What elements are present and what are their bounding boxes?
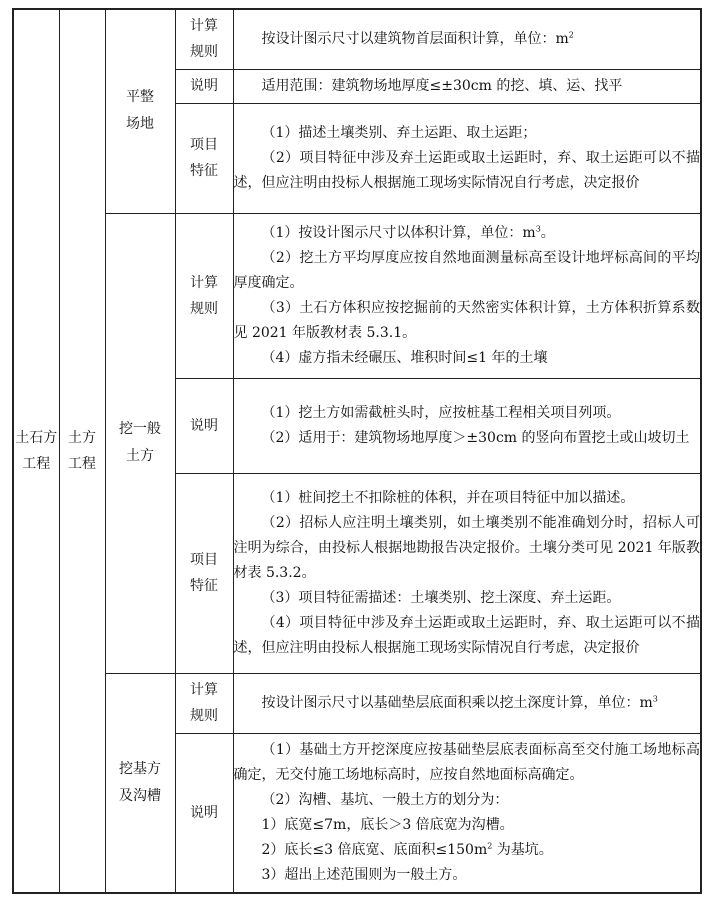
row-label-cell [175, 9, 233, 69]
content-paragraph: （3）土石方体积应按挖掘前的天然密实体积计算，土方体积折算系数见 2021 年版教材表 5.3.1。 [233, 299, 700, 341]
subcategory-line-1: 土方 [68, 430, 96, 446]
row-label-cell [175, 473, 233, 673]
subcategory-line-2: 工程 [68, 456, 96, 472]
row-label-line-2: 特征 [190, 578, 218, 594]
content-paragraph: （1）描述土壤类别、弃土运距、取土运距； [261, 124, 537, 141]
row-label-line-1: 项目 [190, 137, 218, 153]
item-name-line-2: 及沟槽 [119, 787, 161, 804]
subcategory-cell [59, 9, 105, 893]
item-name-cell [105, 213, 175, 673]
row-label-line-1: 说明 [190, 78, 218, 94]
content-paragraph: （2）沟槽、基坑、一般土方的划分为： [261, 791, 509, 808]
item-name-line-2: 土方 [126, 448, 154, 464]
content-paragraph: 2）底长≤3 倍底宽、底面积$\le 150m^2$ 为基坑。 [261, 841, 553, 858]
row-label-line-2: 规则 [190, 708, 218, 724]
content-paragraph: （1）桩间挖土不扣除桩的体积，并在项目特征中加以描述。 [261, 489, 635, 506]
row-label-line-2: 特征 [190, 163, 218, 179]
content-paragraph: 适用范围：建筑物场地厚度≤±30cm 的挖、填、运、找平 [261, 77, 623, 94]
row-content-cell [233, 378, 701, 473]
row-label-line-1: 计算 [190, 274, 218, 291]
row-label-line-1: 项目 [190, 552, 218, 568]
unit-superscript: 3 [652, 693, 658, 703]
row-label-cell [175, 69, 233, 103]
table-row [13, 673, 701, 733]
content-paragraph: （4）虚方指未经碾压、堆积时间≤1 年的土壤 [261, 349, 548, 366]
row-label-line-2: 规则 [190, 300, 218, 317]
content-paragraph: （2）招标人应注明土壤类别，如土壤类别不能准确划分时，招标人可注明为综合，由投标人根据地勘报告决定报价。土壤分类可见 2021 年版教材表 5.3.2。 [233, 514, 700, 581]
unit-superscript: 2 [487, 841, 493, 851]
row-label-cell [175, 733, 233, 893]
row-label-cell [175, 378, 233, 473]
row-label-line-1: 计算 [190, 682, 218, 698]
row-label-cell [175, 673, 233, 733]
item-name-line-1: 平整 [126, 89, 154, 106]
item-name-line-1: 挖基方 [119, 760, 161, 777]
content-paragraph: 3）超出上述范围则为一般土方。 [261, 866, 467, 883]
content-paragraph: 1）底宽≤7m，底长＞3 倍底宽为沟槽。 [261, 816, 514, 833]
content-paragraph: （1）挖土方如需截桩头时，应按桩基工程相关项目列项。 [261, 404, 621, 421]
table-row [13, 213, 701, 378]
row-label-cell [175, 213, 233, 378]
unit-superscript: 3 [535, 223, 541, 233]
category-line-2: 工程 [22, 456, 51, 472]
content-paragraph: （3）项目特征需描述：土壤类别、挖土深度、弃土运距。 [261, 589, 621, 606]
item-name-cell [105, 9, 175, 213]
row-label-line-1: 计算 [190, 18, 218, 35]
row-content-cell [233, 103, 701, 213]
row-label-line-2: 规则 [190, 44, 218, 61]
content-paragraph: （2）挖土方平均厚度应按自然地面测量标高至设计地坪标高间的平均厚度确定。 [233, 249, 700, 291]
row-content-cell [233, 733, 701, 893]
item-name-cell [105, 673, 175, 893]
content-paragraph: （2）项目特征中涉及弃土运距或取土运距时，弃、取土运距可以不描述，但应注明由投标人根据施工现场实际情况自行考虑，决定报价 [233, 149, 700, 191]
row-content-cell [233, 473, 701, 673]
item-name-line-2: 场地 [126, 116, 154, 133]
row-content-cell [233, 213, 701, 378]
content-paragraph: （1）按设计图示尺寸以体积计算，单位：$m^3$。 [261, 223, 555, 241]
row-label-line-1: 说明 [190, 804, 218, 821]
table-row [13, 9, 701, 69]
category-cell [13, 9, 59, 893]
unit-superscript: 2 [568, 30, 574, 40]
row-content-cell [233, 69, 701, 103]
content-paragraph: （2）适用于：建筑物场地厚度＞±30cm 的竖向布置挖土或山坡切土 [261, 429, 690, 446]
category-line-1: 土石方 [15, 430, 58, 446]
row-label-cell [175, 103, 233, 213]
row-content-cell [233, 9, 701, 69]
content-paragraph: 按设计图示尺寸以建筑物首层面积计算，单位：$m^2$ [261, 30, 574, 47]
content-paragraph: （1）基础土方开挖深度应按基础垫层底表面标高至交付施工场地标高确定，无交付施工场地标高时，应按自然地面标高确定。 [233, 741, 700, 783]
item-name-line-1: 挖一般 [119, 421, 161, 437]
row-content-cell [233, 673, 701, 733]
bill-of-quantities-table [12, 8, 702, 894]
row-label-line-1: 说明 [190, 417, 218, 434]
content-paragraph: 按设计图示尺寸以基础垫层底面积乘以挖土深度计算，单位：$m^3$ [261, 693, 658, 711]
content-paragraph: （4）项目特征中涉及弃土运距或取土运距时，弃、取土运距可以不描述，但应注明由投标人根据施工现场实际情况自行考虑，决定报价 [233, 614, 700, 656]
